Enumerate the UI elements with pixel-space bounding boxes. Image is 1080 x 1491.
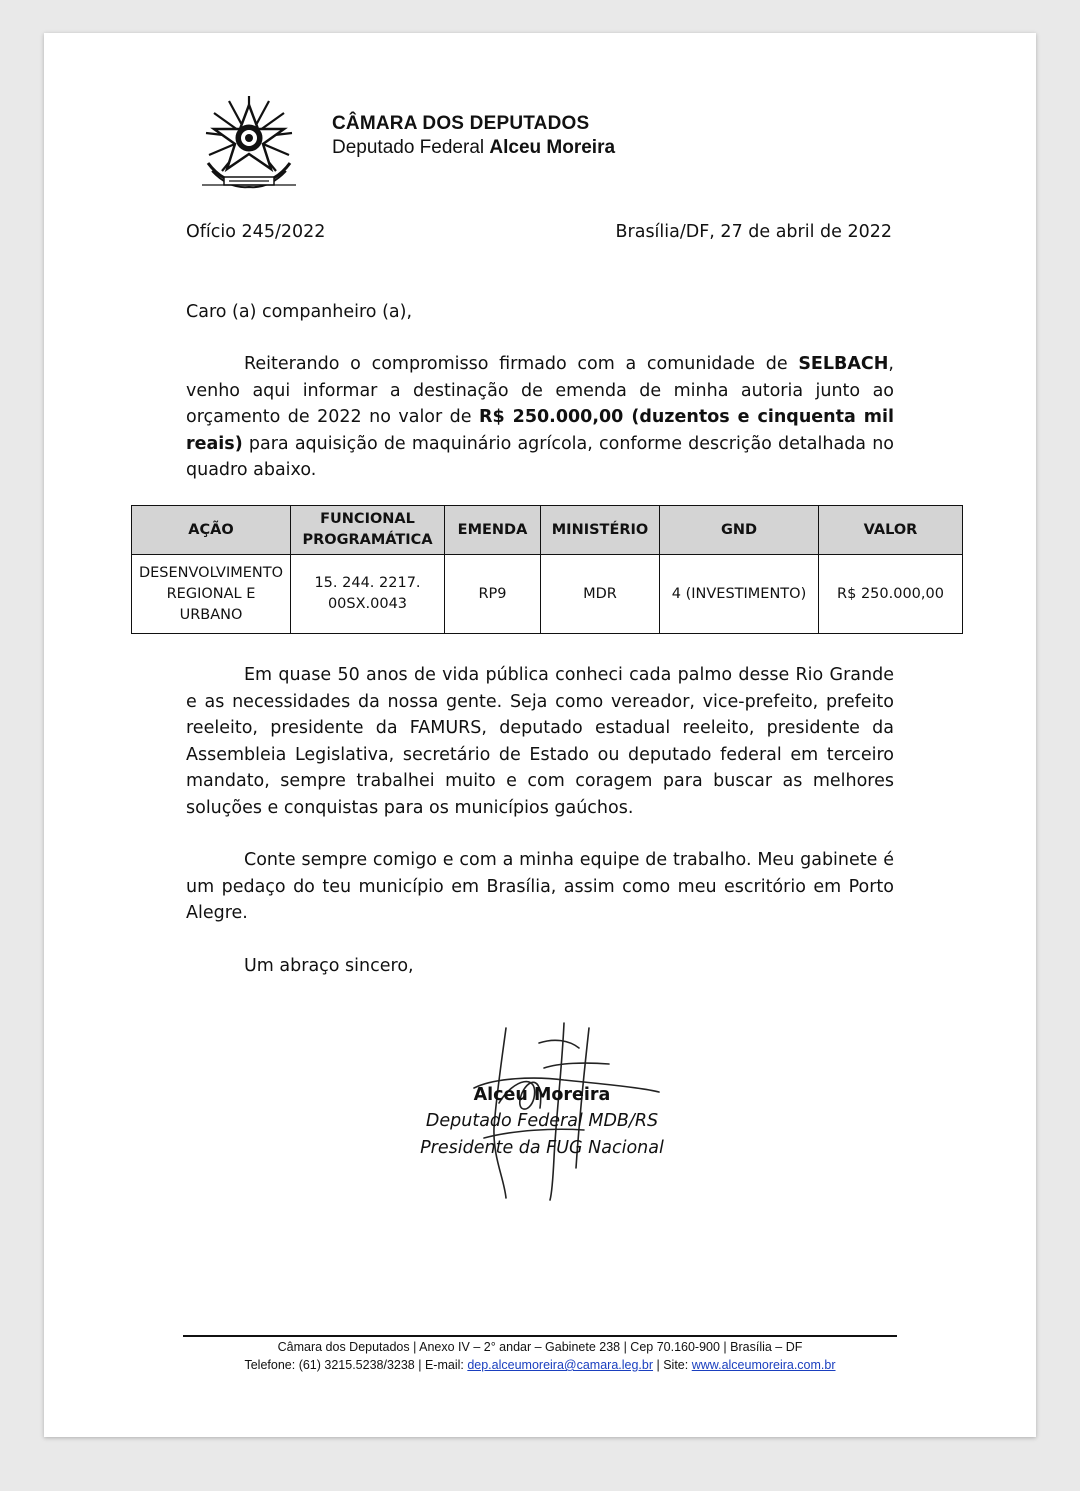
table-row [132,555,963,634]
cell-acao [132,555,291,634]
municipality-name: SELBACH [798,354,889,374]
paragraph-1-part-3: para aquisição de maquinário agrícola, conforme descrição detalhada no quadro abaixo. [186,433,894,480]
subtitle-prefix: Deputado Federal [332,137,485,158]
header-valor: VALOR [819,506,963,555]
table-header-row [132,506,963,555]
cell-emenda: RP9 [445,555,541,634]
cell-gnd: 4 (INVESTIMENTO) [660,555,819,634]
brazil-coat-of-arms-icon [194,93,304,193]
header-acao: AÇÃO [132,506,291,555]
deputy-name: Alceu Moreira [489,137,616,158]
acao-line-1: DESENVOLVIMENTO [138,564,284,581]
cell-valor: R$ 250.000,00 [819,555,963,634]
header-emenda: EMENDA [445,506,541,555]
header-funcional-line-1: FUNCIONAL [320,511,415,527]
footer-address: Câmara dos Deputados | Anexo IV – 2° andar – Gabinete 238 | Cep 70.160-900 | Brasília – DF [277,1340,803,1354]
signatory-position: Presidente da FUG Nacional [420,1138,664,1158]
amendment-table [131,505,963,634]
acao-line-2: REGIONAL E [166,585,256,602]
footer-phone: Telefone: (61) 3215.5238/3238 | E-mail: [244,1358,468,1372]
funcional-line-2: 00SX.0043 [327,596,408,612]
place-date: Brasília/DF, 27 de abril de 2022 [615,222,892,242]
header-funcional-line-2: PROGRAMÁTICA [302,532,433,548]
footer-divider [183,1335,897,1337]
signatory-role: Deputado Federal MDB/RS [425,1111,659,1131]
header-gnd: GND [660,506,819,555]
paragraph-1 [186,351,894,484]
paragraph-2: Em quase 50 anos de vida pública conheci cada palmo desse Rio Grande e as necessidades da nossa gente. Seja como vereador, vice-prefeito, prefeito reeleito, presidente da FAMURS, deputado estadual reeleito, presidente da Assembleia Legislativa, secretário de Estado ou deputado federal em terceiro mandato, sempre trabalhei muito e com coragem para buscar as melhores soluções e conquistas para os municípios gaúchos. [186,665,894,818]
header-ministerio: MINISTÉRIO [541,506,660,555]
document-reference: Ofício 245/2022 [186,222,326,242]
website-link[interactable]: www.alceumoreira.com.br [691,1358,836,1372]
email-link[interactable]: dep.alceumoreira@camara.leg.br [467,1358,654,1372]
paragraph-1-part-2: , venho aqui informar a destinação de emenda de minha autoria junto ao orçamento de 2022 no valor de [186,354,894,427]
header-funcional [291,506,445,555]
paragraph-3: Conte sempre comigo e com a minha equipe de trabalho. Meu gabinete é um pedaço do teu município em Brasília, assim como meu escritório em Porto Alegre. [186,850,894,923]
cell-funcional [291,555,445,634]
salutation: Caro (a) companheiro (a), [186,302,413,322]
cell-ministerio: MDR [541,555,660,634]
acao-line-3: URBANO [179,606,243,623]
signatory-name: Alceu Moreira [473,1085,611,1105]
paragraph-1-part-1: Reiterando o compromisso firmado com a comunidade de [244,354,799,374]
institution-title: CÂMARA DOS DEPUTADOS [332,113,590,134]
closing: Um abraço sincero, [244,956,414,976]
letter-page [44,33,1036,1437]
deputy-subtitle [332,137,615,159]
footer-site-label: | Site: [653,1358,692,1372]
funcional-line-1: 15. 244. 2217. [314,575,421,591]
footer-contacts [44,1358,1036,1372]
amount-highlight: R$ 250.000,00 (duzentos e cinquenta mil reais) [186,407,895,454]
